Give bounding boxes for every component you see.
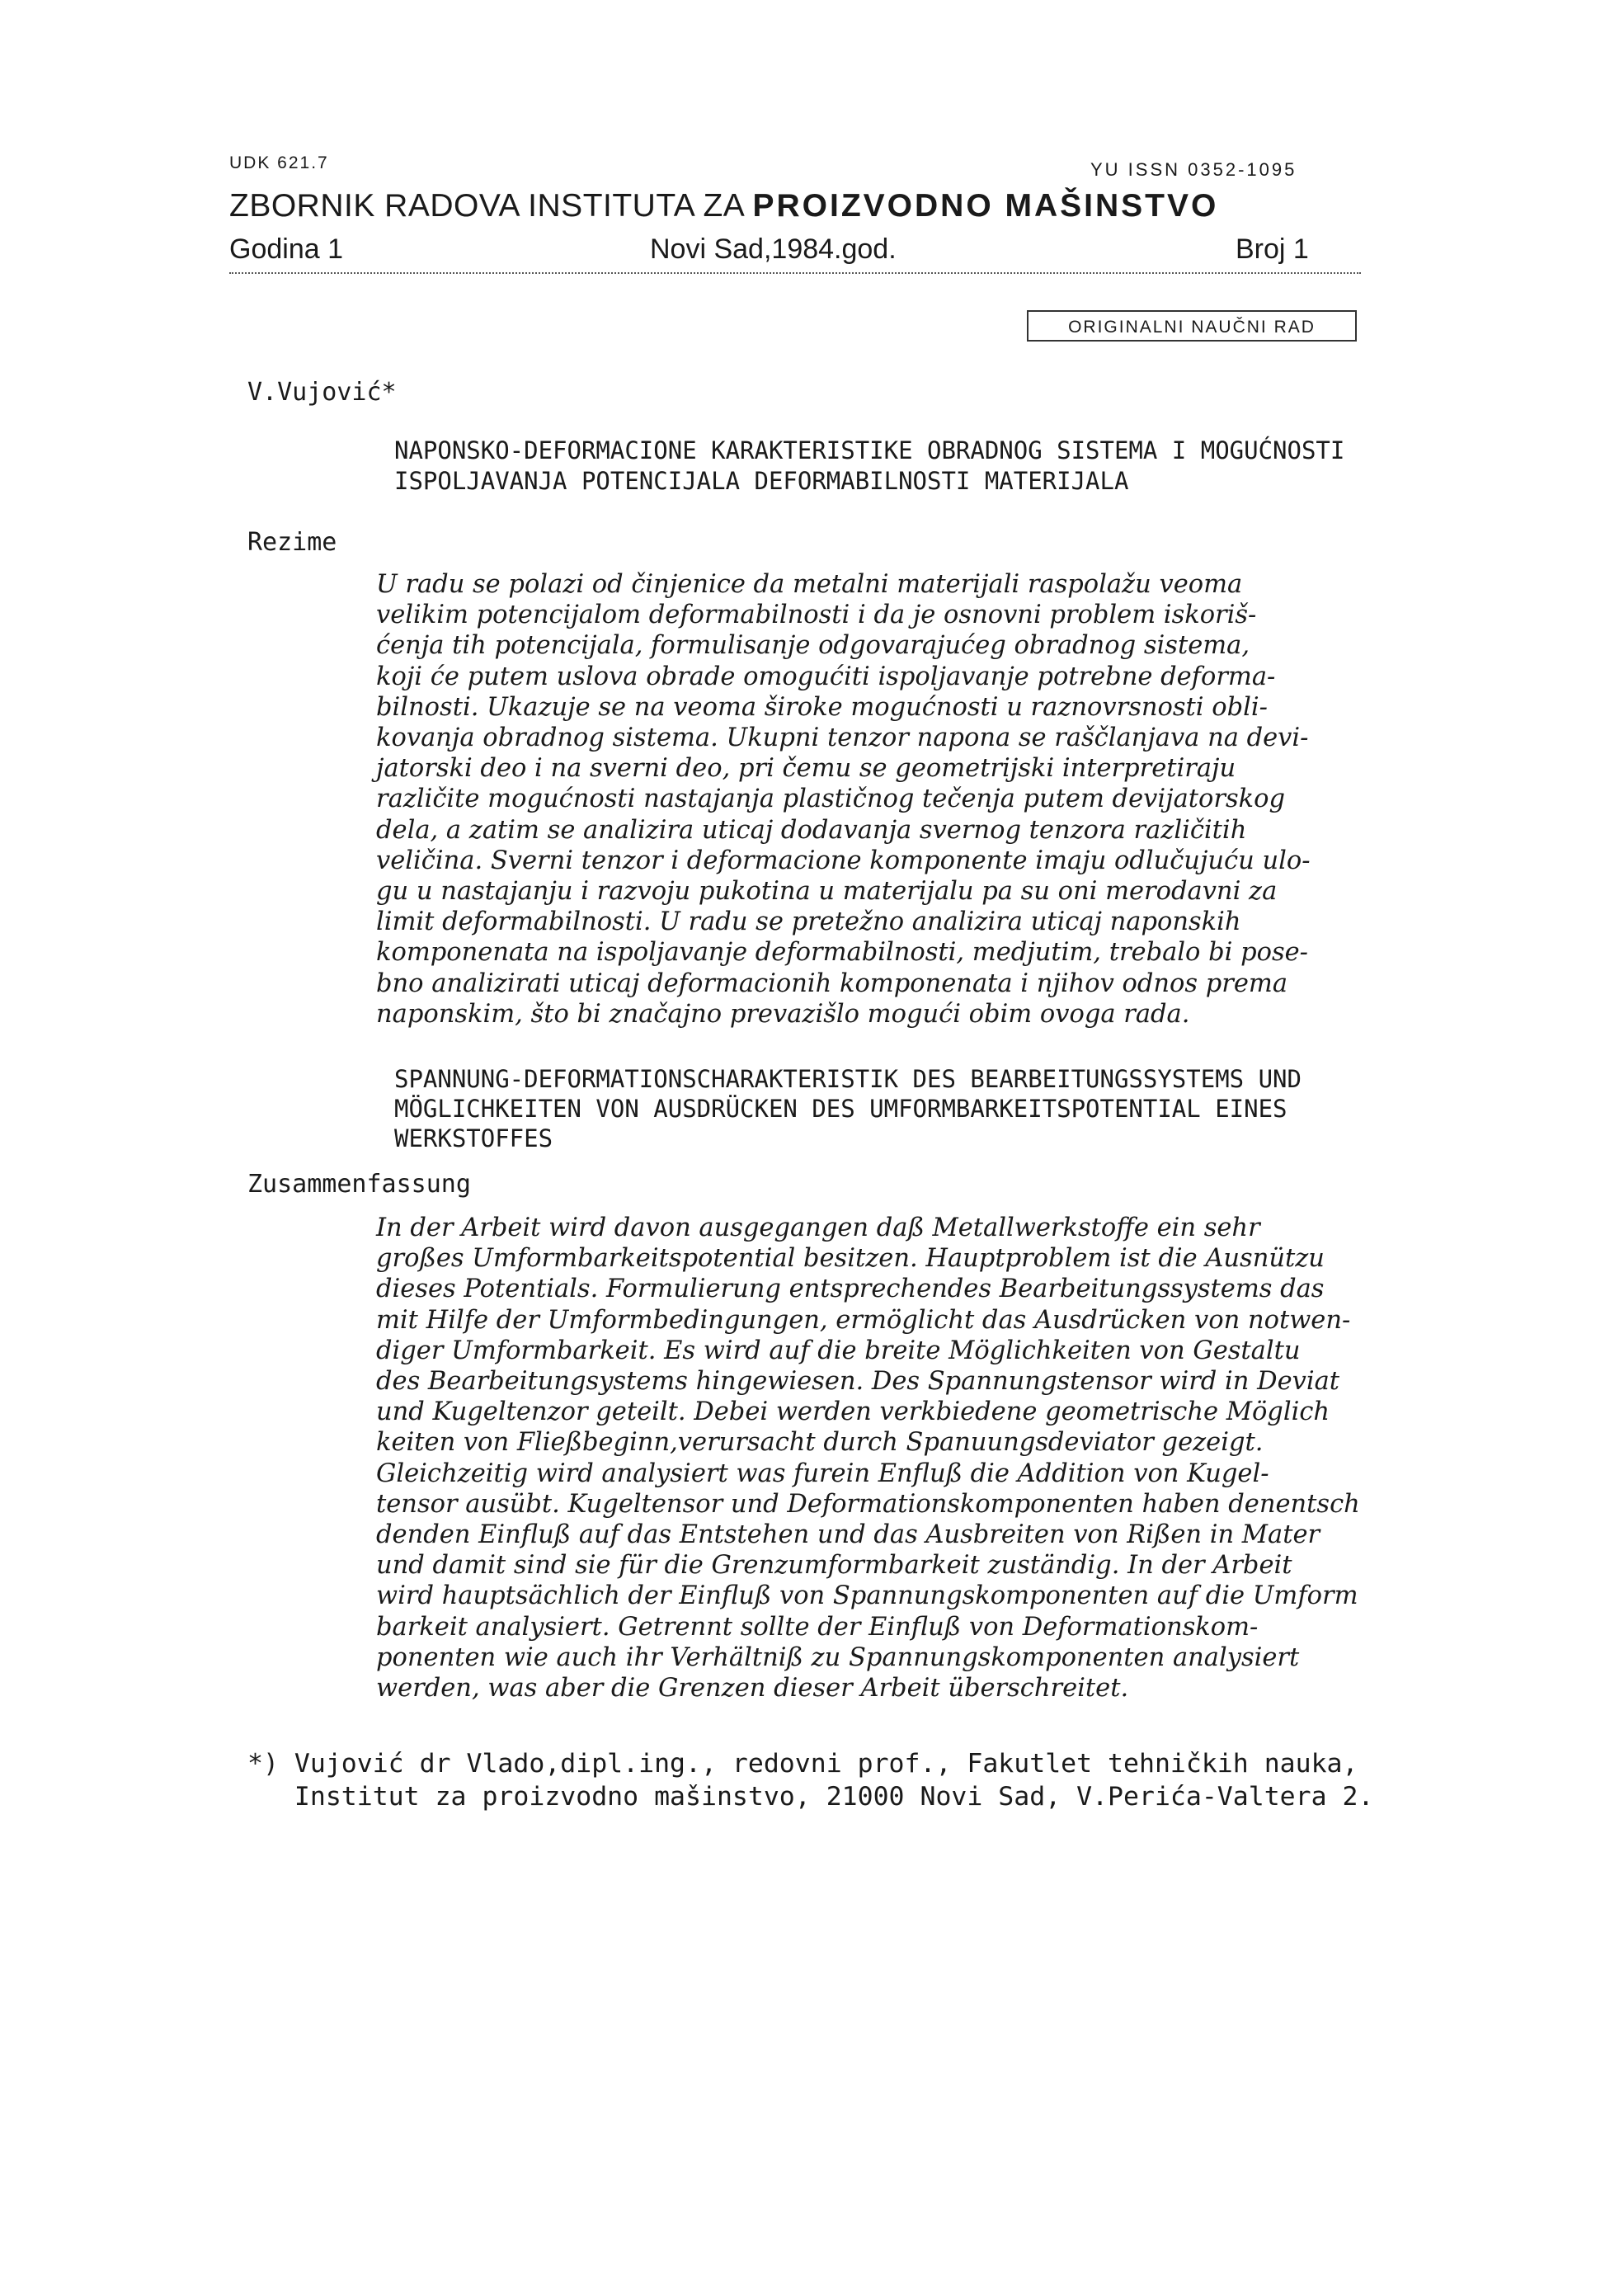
author-name: V.Vujović* <box>247 378 397 407</box>
journal-title-bold: PROIZVODNO MAŠINSTVO <box>752 188 1219 224</box>
paper-title-serbian: NAPONSKO-DEFORMACIONE KARAKTERISTIKE OBRADNOG SISTEMA I MOGUĆNOSTI ISPOLJAVANJA POTENCIJALA DEFORMABILNOSTI MATERIJALA <box>394 436 1345 495</box>
journal-title-light: ZBORNIK RADOVA INSTITUTA ZA <box>229 188 753 224</box>
journal-title <box>229 188 1218 224</box>
zusammenfassung-heading: Zusammenfassung <box>247 1170 471 1199</box>
masthead-divider <box>229 272 1361 274</box>
issn-number: YU ISSN 0352-1095 <box>1090 159 1297 180</box>
rezime-heading: Rezime <box>247 528 337 557</box>
author-footnote: *) Vujović dr Vlado,dipl.ing., redovni prof., Fakutlet tehničkih nauka, Institut za proizvodno mašinstvo, 21000 Novi Sad, V.Perića-Valtera 2. <box>247 1749 1374 1812</box>
paper-type-badge: ORIGINALNI NAUČNI RAD <box>1027 310 1357 342</box>
udk-code: UDK 621.7 <box>229 153 329 172</box>
place-date: Novi Sad,1984.god. <box>650 233 897 265</box>
zusammenfassung-abstract: In der Arbeit wird davon ausgegangen daß Metallwerkstoffe ein sehr großes Umformbarkeitspotential besitzen. Hauptproblem ist die Ausnützu dieses Potentials. Formulierung entsprechendes Bearbeitungssystems das mit Hilfe der Umformbedingungen, ermöglicht das Ausdrücken von notwen- diger Umformbarkeit. Es wird auf die breite Möglichkeiten von Gestaltu des Bearbeitungsystems hingewiesen. Des Spannungstensor wird in Deviat und Kugeltenzor geteilt. Debei werden verkbiedene geometrische Möglich keiten von Fließbeginn,verursacht durch Spanuungsdeviator gezeigt. Gleichzeitig wird analysiert was furein Enfluß die Addition von Kugel- tensor ausübt. Kugeltensor und Deformationskomponenten haben denentsch denden Einfluß auf das Entstehen und das Ausbreiten von Rißen in Mater und damit sind sie für die Grenzumformbarkeit zuständig. In der Arbeit wird hauptsächlich der Einfluß von Spannungskomponenten auf die Umform barkeit analysiert. Getrennt sollte der Einfluß von Deformationskom- ponenten wie auch ihr Verhältniß zu Spannungskomponenten analysiert werden, was aber die Grenzen dieser Arbeit überschreitet. <box>376 1213 1360 1704</box>
volume-year: Godina 1 <box>229 233 343 265</box>
paper-title-german: SPANNUNG-DEFORMATIONSCHARAKTERISTIK DES BEARBEITUNGSSYSTEMS UND MÖGLICHKEITEN VON AUSDRÜCKEN DES UMFORMBARKEITSPOTENTIAL EINES WERKSTOFFES <box>394 1065 1302 1152</box>
issue-number: Broj 1 <box>1236 233 1309 265</box>
rezime-abstract: U radu se polazi od činjenice da metalni materijali raspolažu veoma velikim potencijalom deformabilnosti i da je osnovni problem iskoriš- ćenja tih potencijala, formulisanje odgovarajućeg obradnog sistema, koji će putem uslova obrade omogućiti ispoljavanje potrebne deforma- bilnosti. Ukazuje se na veoma široke mogućnosti u raznovrsnosti obli- kovanja obradnog sistema. Ukupni tenzor napona se raščlanjava na devi- jatorski deo i na sverni deo, pri čemu se geometrijski interpretiraju različite mogućnosti nastajanja plastičnog tečenja putem devijatorskog dela, a zatim se analizira uticaj dodavanja svernog tenzora različitih veličina. Sverni tenzor i deformacione komponente imaju odlučujuću ulo- gu u nastajanju i razvoju pukotina u materijalu pa su oni merodavni za limit deformabilnosti. U radu se pretežno analizira uticaj naponskih komponenata na ispoljavanje deformabilnosti, medjutim, trebalo bi pose- bno analizirati uticaj deformacionih komponenata i njihov odnos prema naponskim, što bi značajno prevazišlo mogući obim ovoga rada. <box>376 570 1311 1029</box>
